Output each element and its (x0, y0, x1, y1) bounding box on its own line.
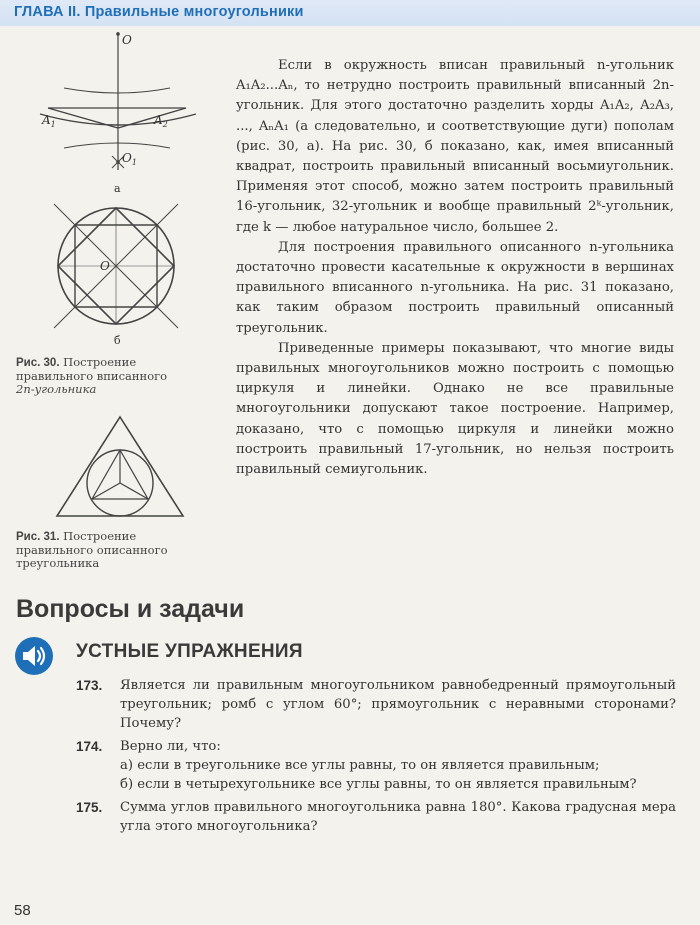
page-number: 58 (14, 902, 31, 919)
figure-30-caption-num: Рис. 30. (16, 357, 60, 369)
chapter-title: ГЛАВА II. Правильные многоугольники (14, 4, 304, 20)
task-173 (76, 676, 676, 733)
point-a2-label: $A_2$ (154, 113, 168, 129)
point-o-label: O (122, 33, 132, 47)
paragraph-1: Если в окружность вписан правильный n-угольник A₁A₂...Aₙ, то нетрудно построить правильный вписанный 2n-угольник. Для этого достаточно разделить хорды A₁A₂, A₂A₃, ..., AₙA₁ (а следовательно, и соответствующие дуги) пополам (рис. 30, а). На рис. 30, б показано, как, имея вписанный квадрат, построить правильный вписанный восьмиугольник. Применяя этот способ, можно затем построить правильный 16-угольник, 32-угольник и вообще правильный 2ᵏ-угольник, где k — любое натуральное число, большее 2. (236, 58, 674, 235)
figure-label-a: а (114, 182, 121, 195)
figure-31-caption-l3: треугольника (16, 556, 100, 570)
subsection-title: УСТНЫЕ УПРАЖНЕНИЯ (76, 641, 303, 662)
task-number: 173. (76, 678, 103, 693)
chapter-header (0, 0, 700, 26)
paragraph-3: Приведенные примеры показывают, что многие виды правильных многоугольников можно построить с помощью циркуля и линейки. Однако не все правильные многоугольники допускают такое построение. Например, доказано, что с помощью циркуля и линейки можно построить правильный 17-угольник, но нельзя построить правильный семиугольник. (236, 340, 674, 478)
paragraph-2: Для построения правильного описанного n-угольника достаточно провести касательные к окружности в вершинах правильного вписанного n-угольника. На рис. 31 показано, как таким образом построить правильный описанный треугольник. (236, 239, 674, 336)
figure-31-caption-num: Рис. 31. (16, 531, 60, 543)
task-text: Верно ли, что: (120, 739, 221, 754)
speaker-icon (14, 636, 54, 676)
task-number: 175. (76, 800, 103, 815)
figure-30a (30, 28, 200, 198)
task-174 (76, 737, 676, 794)
task-text: Сумма углов правильного многоугольника равна 180°. Какова градусная мера угла этого многоугольника? (120, 800, 676, 834)
figure-31-caption-l1: Построение (63, 529, 137, 543)
point-o1-label: $O_1$ (122, 151, 137, 167)
figure-label-b: б (114, 334, 121, 347)
section-title: Вопросы и задачи (16, 595, 245, 623)
figure-31-caption (16, 530, 168, 570)
task-text: Является ли правильным многоугольником равнобедренный прямоугольный треугольник; ромб с углом 60°; прямоугольник с неравными сторонами? Почему? (120, 678, 676, 731)
figure-30-caption-l1: Построение (63, 355, 137, 369)
figure-30b (44, 196, 194, 350)
main-text (236, 56, 674, 480)
task-175 (76, 798, 676, 836)
figure-30-caption-l2: правильного вписанного (16, 369, 168, 383)
task-number: 174. (76, 739, 103, 754)
figure-30-caption (16, 356, 167, 396)
figure-31 (50, 414, 190, 520)
task-list (76, 676, 676, 840)
figure-31-caption-l2: правильного описанного (16, 543, 168, 557)
figure-30-caption-l3: 2n-угольника (16, 382, 97, 396)
point-a1-label: $A_1$ (42, 113, 56, 129)
center-o-label: O (100, 259, 110, 273)
task-subitem-b: б) если в четырехугольнике все углы равны, то он является правильным? (120, 777, 637, 792)
task-subitem-a: а) если в треугольнике все углы равны, то он является правильным; (120, 758, 600, 773)
